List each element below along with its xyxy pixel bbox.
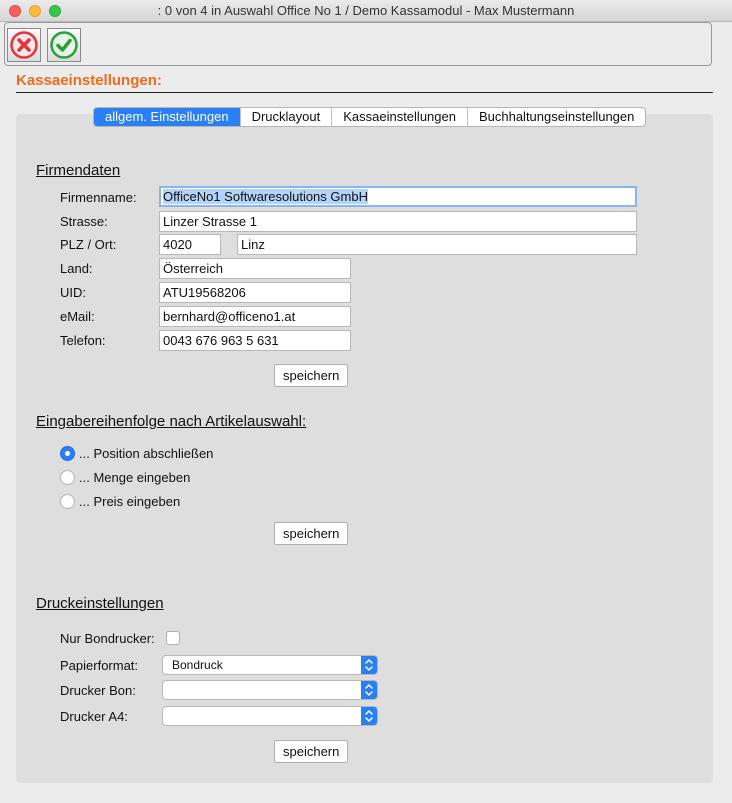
tab-buchhaltungseinstellungen[interactable]: Buchhaltungseinstellungen: [478, 109, 635, 124]
radio-label: ... Menge eingeben: [79, 469, 191, 485]
drucker-bon-select[interactable]: [162, 680, 378, 700]
email-label: eMail:: [60, 309, 95, 324]
tab-kassaeinstellungen[interactable]: Kassaeinstellungen: [332, 108, 468, 126]
land-field[interactable]: Österreich: [159, 258, 351, 279]
papierformat-value: Bondruck: [172, 658, 223, 672]
checkmark-icon: [50, 31, 78, 59]
drucker-bon-label: Drucker Bon:: [60, 683, 136, 698]
nur-bondrucker-checkbox[interactable]: [166, 631, 180, 645]
strasse-label: Strasse:: [60, 214, 108, 229]
tab-bar: [93, 107, 646, 127]
papierformat-label: Papierformat:: [60, 658, 139, 673]
page-title: Kassaeinstellungen:: [16, 72, 162, 89]
firmenname-label: Firmenname:: [60, 190, 137, 205]
email-field[interactable]: bernhard@officeno1.at: [159, 306, 351, 327]
window-titlebar: [0, 0, 732, 22]
ort-field[interactable]: Linz: [237, 234, 637, 255]
save-eingabe-button[interactable]: speichern: [274, 522, 348, 545]
tab-drucklayout[interactable]: Drucklayout: [241, 108, 333, 126]
plz-field[interactable]: 4020: [159, 234, 221, 255]
tab-allgem-einstellungen[interactable]: allgem. Einstellungen: [94, 108, 241, 126]
telefon-field[interactable]: 0043 676 963 5 631: [159, 330, 351, 351]
radio-option-preis[interactable]: [60, 493, 180, 509]
section-heading-druckeinstellungen: Druckeinstellungen: [36, 595, 164, 612]
cancel-button[interactable]: [7, 28, 41, 62]
firmenname-field[interactable]: [159, 186, 637, 207]
nur-bondrucker-label: Nur Bondrucker:: [60, 631, 155, 646]
drucker-a4-label: Drucker A4:: [60, 709, 128, 724]
strasse-field[interactable]: Linzer Strasse 1: [159, 211, 637, 232]
plz-ort-label: PLZ / Ort:: [60, 237, 117, 252]
land-label: Land:: [60, 261, 93, 276]
drucker-a4-select[interactable]: [162, 706, 378, 726]
save-druck-button[interactable]: speichern: [274, 740, 348, 763]
papierformat-select[interactable]: [162, 655, 378, 675]
telefon-label: Telefon:: [60, 333, 106, 348]
uid-label: UID:: [60, 285, 86, 300]
radio-indicator[interactable]: [60, 470, 75, 485]
uid-field[interactable]: ATU19568206: [159, 282, 351, 303]
radio-selected-indicator[interactable]: [60, 446, 75, 461]
section-heading-firmendaten: Firmendaten: [36, 162, 121, 179]
select-stepper-icon: [361, 707, 377, 725]
section-heading-eingabereihenfolge: Eingabereihenfolge nach Artikelauswahl:: [36, 413, 307, 430]
toolbar: [4, 22, 712, 66]
select-stepper-icon: [361, 656, 377, 674]
firmenname-value: OfficeNo1 Softwaresolutions GmbH: [163, 189, 368, 204]
cancel-x-icon: [10, 31, 38, 59]
window-title: : 0 von 4 in Auswahl Office No 1 / Demo Kassamodul - Max Mustermann: [157, 3, 575, 18]
save-firmendaten-button[interactable]: speichern: [274, 364, 348, 387]
radio-option-menge[interactable]: [60, 469, 190, 485]
select-stepper-icon: [361, 681, 377, 699]
radio-label: ... Position abschließen: [79, 445, 214, 461]
radio-indicator[interactable]: [60, 494, 75, 509]
ok-button[interactable]: [47, 28, 81, 62]
radio-option-position[interactable]: [60, 445, 213, 461]
radio-label: ... Preis eingeben: [79, 493, 181, 509]
title-divider: [16, 92, 713, 93]
